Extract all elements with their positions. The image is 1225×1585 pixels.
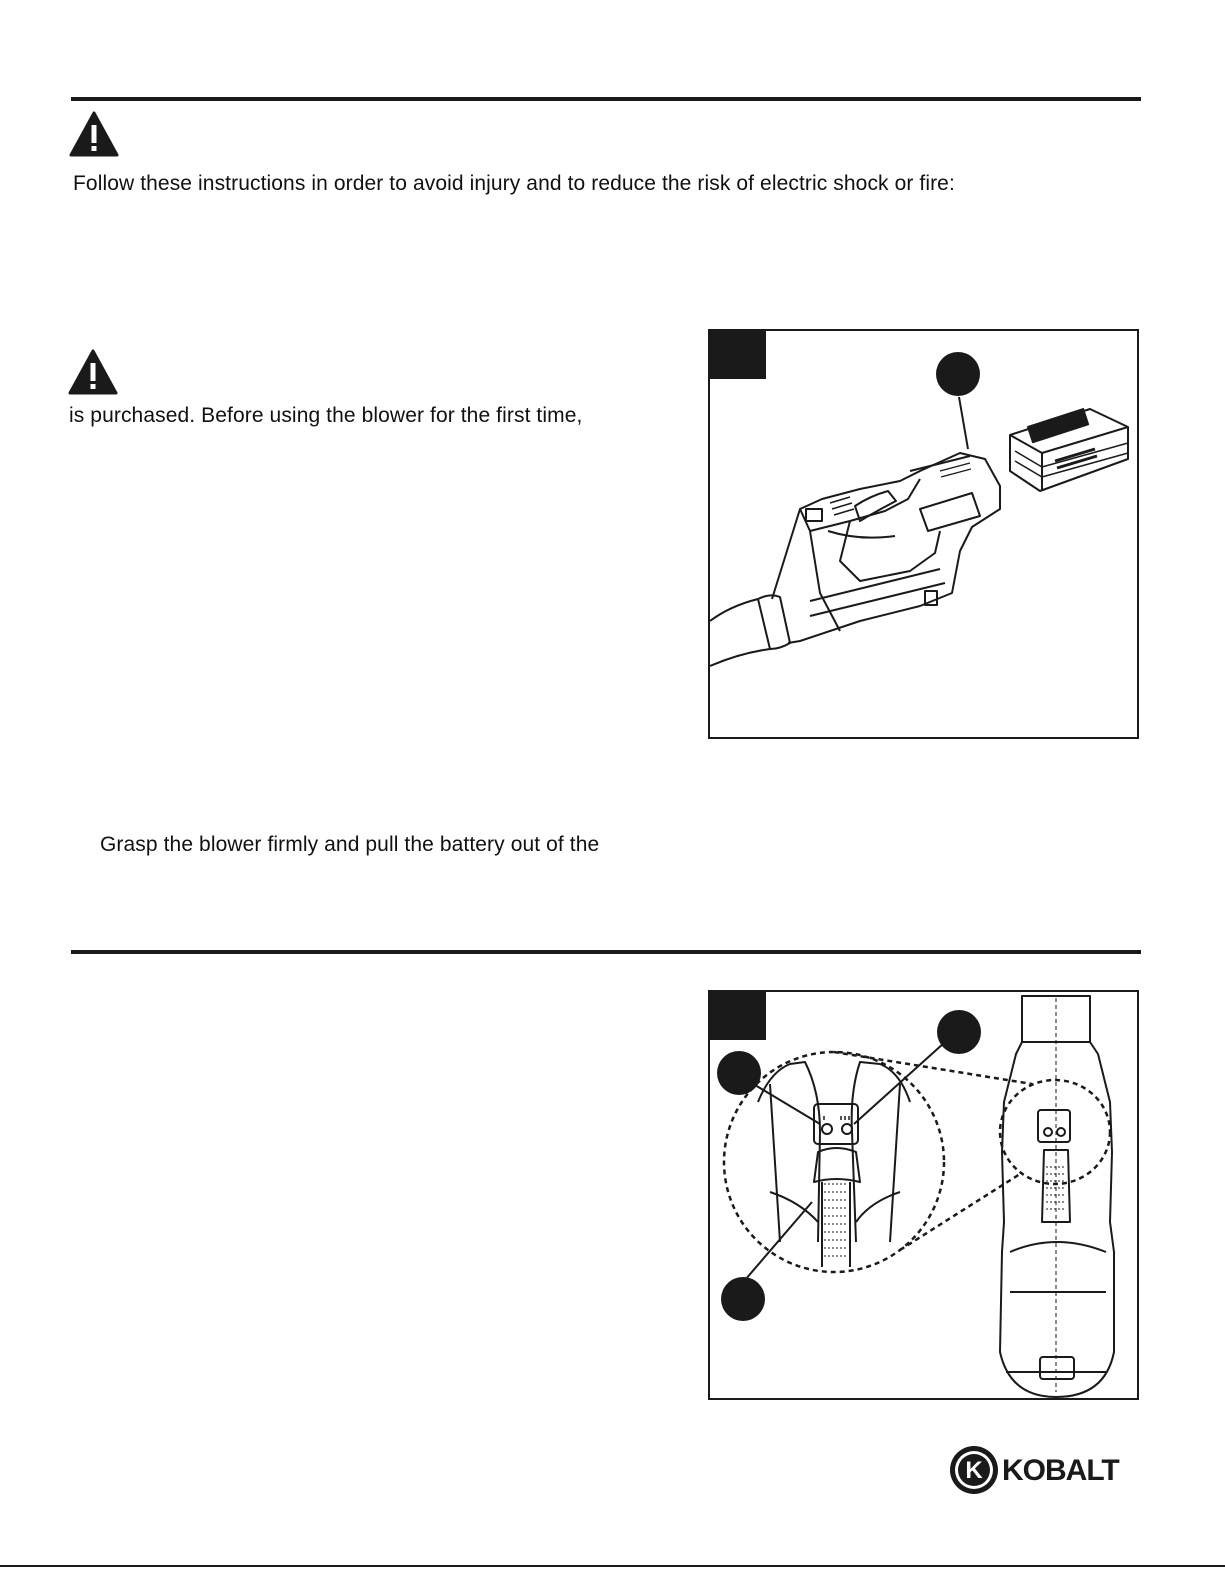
- kobalt-logo-mark: K: [965, 1457, 983, 1484]
- intro-text: Follow these instructions in order to avoid injury and to reduce the risk of electric shock or fire:: [73, 172, 955, 195]
- page-bottom-rule: [0, 1565, 1225, 1567]
- section-divider-top: [71, 97, 1141, 101]
- blower-indicator-illustration: [710, 992, 1137, 1398]
- figure-battery-indicator: [708, 990, 1139, 1400]
- kobalt-logo: [948, 1444, 1143, 1496]
- section-divider-middle: [71, 950, 1141, 954]
- battery-remove-text-line: Grasp the blower firmly and pull the battery out of the: [100, 833, 600, 856]
- warning-triangle-icon: [68, 349, 118, 395]
- warning-triangle-icon: [69, 111, 119, 157]
- kobalt-logo-text: KOBALT: [1002, 1454, 1119, 1487]
- blower-battery-illustration: [710, 331, 1137, 737]
- figure-battery-install: [708, 329, 1139, 739]
- battery-text-line: is purchased. Before using the blower for the first time,: [69, 404, 583, 427]
